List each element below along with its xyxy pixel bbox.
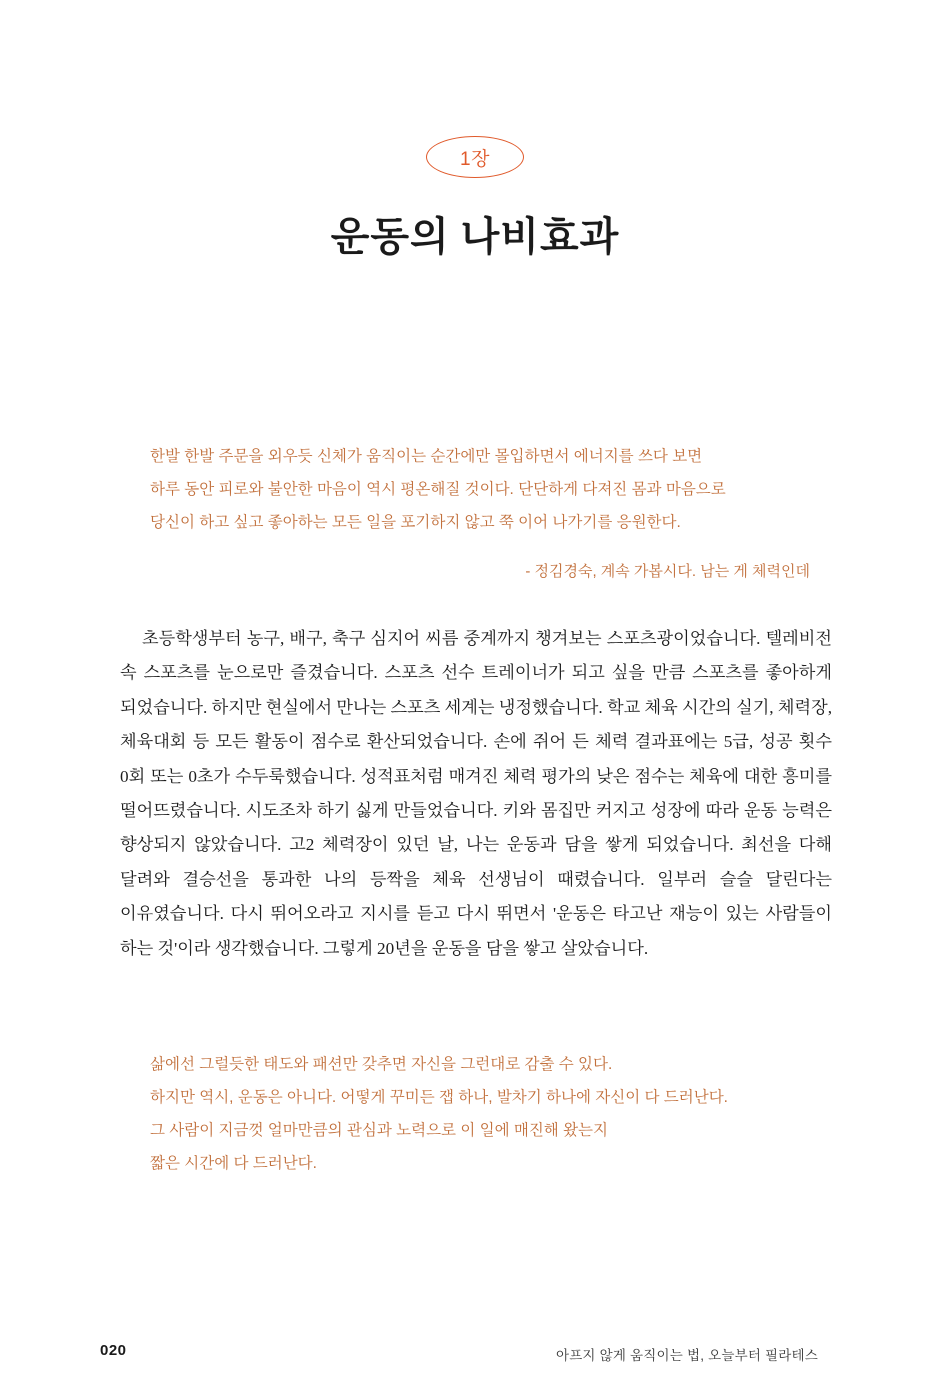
chapter-badge-container	[0, 136, 950, 178]
chapter-badge: 1장	[426, 136, 524, 178]
quote-block	[150, 1048, 830, 1180]
body-paragraph: 초등학생부터 농구, 배구, 축구 심지어 씨름 중계까지 챙겨보는 스포츠광이었습니다. 텔레비전 속 스포츠를 눈으로만 즐겼습니다. 스포츠 선수 트레이너가 되고 싶을 만큼 스포츠를 좋아하게 되었습니다. 하지만 현실에서 만나는 스포츠 세계는 냉정했습니다. 학교 체육 시간의 실기, 체력장, 체육대회 등 모든 활동이 점수로 환산되었습니다. 손에 쥐어 든 체력 결과표에는 5급, 성공 횟수 0회 또는 0초가 수두룩했습니다. 성적표처럼 매겨진 체력 평가의 낮은 점수는 체육에 대한 흥미를 떨어뜨렸습니다. 시도조차 하기 싫게 만들었습니다. 키와 몸집만 커지고 성장에 따라 운동 능력은 향상되지 않았습니다. 고2 체력장이 있던 날, 나는 운동과 담을 쌓게 되었습니다. 최선을 다해 달려와 결승선을 통과한 나의 등짝을 체육 선생님이 때렸습니다. 일부러 슬슬 달린다는 이유였습니다. 다시 뛰어오라고 지시를 듣고 다시 뛰면서 '운동은 타고난 재능이 있는 사람들이 하는 것'이라 생각했습니다. 그렇게 20년을 운동을 담을 쌓고 살았습니다.	[120, 629, 832, 958]
quote-line: 삶에선 그럴듯한 태도와 패션만 갖추면 자신을 그런대로 감출 수 있다.	[150, 1056, 613, 1073]
epigraph-line: 한발 한발 주문을 외우듯 신체가 움직이는 순간에만 몰입하면서 에너지를 쓰다 보면	[150, 448, 703, 465]
running-head: 아프지 않게 움직이는 법, 오늘부터 필라테스	[555, 1348, 818, 1363]
epigraph-attribution: - 정김경숙, 계속 가봅시다. 남는 게 체력인데	[525, 563, 810, 580]
epigraph-line: 하루 동안 피로와 불안한 마음이 역시 평온해질 것이다. 단단하게 다져진 몸과 마음으로	[150, 481, 726, 498]
epigraph-line: 당신이 하고 싶고 좋아하는 모든 일을 포기하지 않고 쭉 이어 나가기를 응원한다.	[150, 514, 681, 531]
quote-line: 짧은 시간에 다 드러난다.	[150, 1155, 317, 1172]
page-title: 운동의 나비효과	[330, 214, 620, 259]
quote-line: 그 사람이 지금껏 얼마만큼의 관심과 노력으로 이 일에 매진해 왔는지	[150, 1122, 609, 1139]
epigraph-block	[150, 440, 810, 588]
quote-line: 하지만 역시, 운동은 아니다. 어떻게 꾸미든 잽 하나, 발차기 하나에 자신이 다 드러난다.	[150, 1089, 728, 1106]
page-number: 020	[100, 1342, 127, 1359]
page-footer	[0, 1342, 950, 1362]
